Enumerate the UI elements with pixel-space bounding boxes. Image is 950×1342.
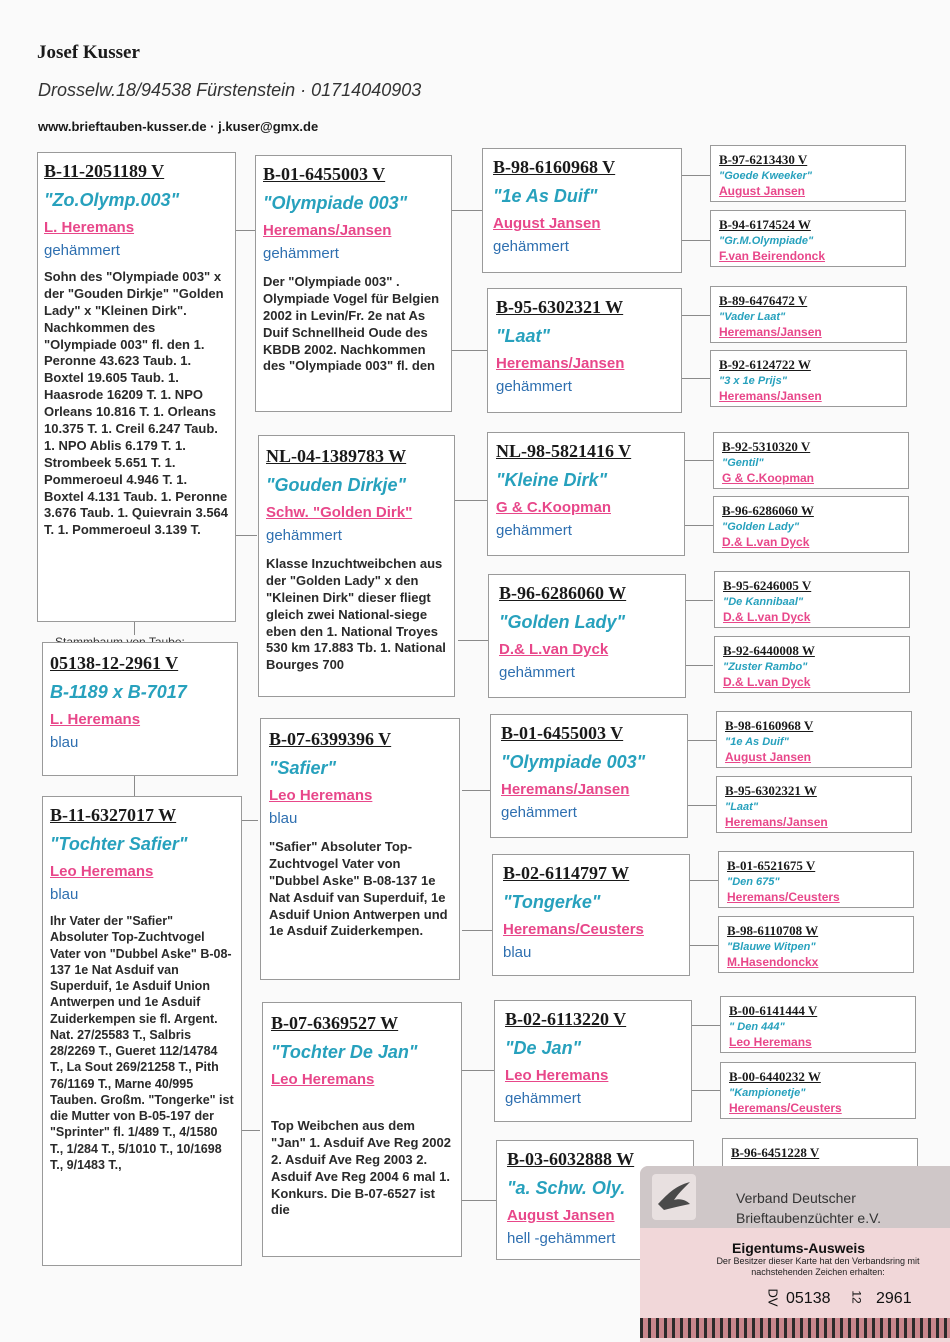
breeder: Heremans/Ceusters xyxy=(729,1101,842,1115)
breeder-address: Drosselw.18/94538 Fürstenstein · 01714040903 xyxy=(38,80,422,100)
feather-color: gehämmert xyxy=(496,378,572,395)
pigeon-name: "Zuster Rambo" xyxy=(723,661,808,673)
pigeon-name: "Vader Laat" xyxy=(719,311,786,323)
pigeon-name: "1e As Duif" xyxy=(493,186,598,206)
description: Der "Olympiade 003" . Olympiade Vogel für Belgien 2002 in Levin/Fr. 2e nat As Duif Schnellheid Oude des KBDB 2002. Nachkommen des "Olympiade 003" fl. den xyxy=(263,274,440,374)
ring-number: B-98-6160968 V xyxy=(493,157,616,177)
gen2-box-2 xyxy=(258,435,455,697)
gen4-box-13 xyxy=(720,996,916,1053)
description: Sohn des "Olympiade 003" x der "Gouden Dirkje" "Golden Lady" x "Kleinen Dirk". Nachkommen des "Olympiade 003" fl. den 1. Peronne 43.623 Taub. 1. Boxtel 19.605 Taub. 1. Haasrode 16209 T. 1. NPO Orleans 10.816 T. 1. Orleans 10.375 T. 1. Creil 6.247 Taub. 1. NPO Ablis 6.179 T. 1. Strombeek 5.651 T. 1. Pommeroeul 4.946 T. 1. Boxtel 4.131 Taub. 1. Peronne 3.676 Taub. 1. Quievrain 3.564 T. 1. Pommeroeul 3.139 T. xyxy=(44,269,229,538)
pigeon-name: "Zo.Olymp.003" xyxy=(44,190,180,210)
card-number: 05138 xyxy=(786,1290,831,1307)
breeder: Leo Heremans xyxy=(271,1071,375,1088)
dam-box xyxy=(42,796,242,1266)
breeder: D.& L.van Dyck xyxy=(499,641,609,658)
gen2-box-4 xyxy=(262,1002,462,1257)
ring-number: B-02-6114797 W xyxy=(503,863,630,883)
gen4-box-2 xyxy=(710,210,906,267)
breeder: Heremans/Jansen xyxy=(719,325,822,339)
ring-number: B-00-6141444 V xyxy=(729,1003,818,1018)
ring-number: B-07-6369527 W xyxy=(271,1013,399,1033)
ring-number: 05138-12-2961 V xyxy=(50,653,179,673)
ring-number: B-98-6160968 V xyxy=(725,718,814,733)
ring-number: B-11-6327017 W xyxy=(50,805,177,825)
pigeon-name: "Kampionetje" xyxy=(729,1087,806,1099)
feather-color: blau xyxy=(269,810,298,827)
breeder: Heremans/Jansen xyxy=(725,815,828,829)
breeder: August Jansen xyxy=(719,184,806,198)
pigeon-name: "Laat" xyxy=(496,326,551,346)
gen4-box-7 xyxy=(714,571,910,628)
feather-color: gehämmert xyxy=(44,242,120,259)
gen4-box-12 xyxy=(718,916,914,973)
gen4-box-11 xyxy=(718,851,914,908)
ring-number: B-92-5310320 V xyxy=(722,439,811,454)
gen4-box-10 xyxy=(716,776,912,833)
pigeon-name: "Golden Lady" xyxy=(722,521,800,533)
ring-number: B-98-6110708 W xyxy=(727,923,819,938)
gen3-box-5 xyxy=(490,714,688,838)
pigeon-name: "Gentil" xyxy=(722,457,764,469)
breeder: August Jansen xyxy=(493,215,601,232)
card-pattern-strip xyxy=(640,1318,950,1338)
gen4-box-3 xyxy=(710,286,907,343)
feather-color: gehämmert xyxy=(493,238,569,255)
ring-number: B-95-6302321 W xyxy=(496,297,624,317)
pigeon-name: "De Kannibaal" xyxy=(723,596,804,608)
pigeon-name: "Golden Lady" xyxy=(499,612,626,632)
ring-number: B-07-6399396 V xyxy=(269,729,392,749)
card-title: Eigentums-Ausweis xyxy=(732,1240,866,1256)
gen4-box-8 xyxy=(714,636,910,693)
card-serial: 2961 xyxy=(876,1290,912,1307)
pigeon-name: "Gr.M.Olympiade" xyxy=(719,235,814,247)
pigeon-name: "Tochter De Jan" xyxy=(271,1042,418,1062)
gen3-box-1 xyxy=(482,148,682,273)
breeder: M.Hasendonckx xyxy=(727,955,819,969)
gen3-box-6 xyxy=(492,854,690,976)
pigeon-name: "Olympiade 003" xyxy=(501,752,646,772)
breeder: D.& L.van Dyck xyxy=(723,610,811,624)
pigeon-name: "Kleine Dirk" xyxy=(496,470,608,490)
pigeon-name: "Blauwe Witpen" xyxy=(727,941,816,953)
ring-number: B-95-6246005 V xyxy=(723,578,812,593)
gen4-box-9 xyxy=(716,711,912,768)
pigeon-name: "De Jan" xyxy=(505,1038,582,1058)
gen2-box-1 xyxy=(255,155,452,412)
subject-box xyxy=(42,642,238,776)
breeder: Heremans/Ceusters xyxy=(727,890,840,904)
breeder: D.& L.van Dyck xyxy=(723,675,811,689)
pigeon-name: "a. Schw. Oly. xyxy=(507,1178,626,1198)
breeder: Leo Heremans xyxy=(505,1067,609,1084)
pigeon-name: "Goede Kweeker" xyxy=(719,170,812,182)
pigeon-name: "Safier" xyxy=(269,758,337,778)
breeder: Leo Heremans xyxy=(269,787,373,804)
ring-number: B-92-6124722 W xyxy=(719,357,811,372)
pigeon-name: "Tongerke" xyxy=(503,892,601,912)
breeder: D.& L.van Dyck xyxy=(722,535,810,549)
pigeon-logo-icon xyxy=(652,1174,696,1220)
ring-number: B-11-2051189 V xyxy=(44,161,165,181)
gen4-box-4 xyxy=(710,350,907,407)
pigeon-name: "Olympiade 003" xyxy=(263,193,408,213)
gen3-box-4 xyxy=(488,574,686,698)
ring-number: B-92-6440008 W xyxy=(723,643,815,658)
breeder: Heremans/Jansen xyxy=(496,355,625,372)
breeder: L. Heremans xyxy=(50,711,141,728)
ring-number: B-02-6113220 V xyxy=(505,1009,627,1029)
gen4-box-5 xyxy=(713,432,909,489)
description: Ihr Vater der "Safier" Absoluter Top-Zuchtvogel Vater von "Dubbel Aske" B-08-137 1e Nat Asduif van Superduif, 1e Asduif Union Antwerpen und 1e Asduif Zuiderkempen sie fl. Argent. Nat. 27/25583 T., Salbris 28/2269 T., Gueret 112/14784 T., La Sout 269/21258 T., Pith 76/1169 T., Marne 40/995 Tauben. Großm. "Tongerke" ist die Mutter von B-05-197 der "Sprinter" fl. 1/489 T., 4/1580 T., 1/284 T., 5/1010 T., 10/1698 T., 9/1483 T., xyxy=(50,914,234,1172)
feather-color: gehämmert xyxy=(505,1090,581,1107)
sire-box xyxy=(37,152,236,622)
ring-number: B-96-6286060 W xyxy=(499,583,627,603)
pigeon-name: "Den 675" xyxy=(727,876,780,888)
feather-color: gehämmert xyxy=(499,664,575,681)
description: Klasse Inzuchtweibchen aus der "Golden Lady" x den "Kleinen Dirk" dieser fliegt gleich zwei National-siege eben den 1. National Troyes 530 km 17.883 Tb. 1. National Bourges 700 xyxy=(266,556,446,673)
breeder: G & C.Koopman xyxy=(496,499,611,516)
breeder: G & C.Koopman xyxy=(722,471,814,485)
breeder: L. Heremans xyxy=(44,219,135,236)
pigeon-name: "Gouden Dirkje" xyxy=(266,475,407,495)
description: "Safier" Absoluter Top-Zuchtvogel Vater von "Dubbel Aske" B-08-137 1e Nat Asduif van Superduif, 1e Asduif Union Antwerpen und 1e Asduif Zuiderkempen. xyxy=(269,839,448,939)
breeder: Heremans/Jansen xyxy=(501,781,630,798)
card-prefix: DV xyxy=(765,1288,781,1307)
pigeon-name: B-1189 x B-7017 xyxy=(50,682,187,702)
ring-number: B-94-6174524 W xyxy=(719,217,811,232)
gen3-box-3 xyxy=(487,432,685,556)
pigeon-name: " Den 444" xyxy=(729,1021,785,1033)
ring-number: B-95-6302321 W xyxy=(725,783,817,798)
ring-number: B-96-6286060 W xyxy=(722,503,814,518)
gen4-box-1 xyxy=(710,145,906,202)
description: Top Weibchen aus dem "Jan" 1. Asduif Ave Reg 2002 2. Asduif Ave Reg 2003 2. Asduif Ave Reg 2004 6 mal 1. Konkurs. Die B-07-6527 ist die xyxy=(271,1118,451,1218)
card-year: 12 xyxy=(849,1290,864,1304)
ring-number: B-00-6440232 W xyxy=(729,1069,821,1084)
feather-color: gehämmert xyxy=(496,522,572,539)
ring-number: B-96-6451228 V xyxy=(731,1145,820,1160)
breeder: Leo Heremans xyxy=(50,863,154,880)
ring-number: B-01-6455003 V xyxy=(263,164,386,184)
pigeon-name: "3 x 1e Prijs" xyxy=(719,375,787,387)
ring-number: B-89-6476472 V xyxy=(719,293,808,308)
ring-number: B-97-6213430 V xyxy=(719,152,808,167)
ring-number: NL-04-1389783 W xyxy=(266,446,407,466)
card-org-line-2: Brieftaubenzüchter e.V. xyxy=(736,1210,882,1226)
breeder: Heremans/Jansen xyxy=(263,222,392,239)
breeder-name: Josef Kusser xyxy=(37,42,140,63)
ring-number: B-01-6521675 V xyxy=(727,858,816,873)
breeder: Heremans/Jansen xyxy=(719,389,822,403)
card-org-line-1: Verband Deutscher xyxy=(736,1190,856,1206)
ring-number: B-01-6455003 V xyxy=(501,723,624,743)
ring-number: B-03-6032888 W xyxy=(507,1149,635,1169)
feather-color: gehämmert xyxy=(266,527,342,544)
ownership-card xyxy=(640,1166,950,1342)
gen2-box-3 xyxy=(260,718,460,980)
feather-color: blau xyxy=(50,886,79,903)
breeder: August Jansen xyxy=(725,750,812,764)
card-text: Der Besitzer dieser Karte hat den Verbandsring mit nachstehenden Zeichen erhalten: xyxy=(716,1256,920,1277)
gen4-box-14 xyxy=(720,1062,916,1119)
breeder: Schw. "Golden Dirk" xyxy=(266,504,413,521)
breeder: Leo Heremans xyxy=(729,1035,812,1049)
gen3-box-2 xyxy=(487,288,682,413)
pigeon-name: "Laat" xyxy=(725,801,759,813)
gen4-box-6 xyxy=(713,496,909,553)
pigeon-name: "Tochter Safier" xyxy=(50,834,188,854)
feather-color: gehämmert xyxy=(501,804,577,821)
feather-color: hell -gehämmert xyxy=(507,1230,616,1247)
ring-number: NL-98-5821416 V xyxy=(496,441,632,461)
breeder-contact: www.brieftauben-kusser.de · j.kuser@gmx.de xyxy=(38,119,319,134)
feather-color: blau xyxy=(503,944,532,961)
breeder: F.van Beirendonck xyxy=(719,249,826,263)
pigeon-name: "1e As Duif" xyxy=(725,736,789,748)
breeder: August Jansen xyxy=(507,1207,615,1224)
feather-color: blau xyxy=(50,734,79,751)
feather-color: gehämmert xyxy=(263,245,339,262)
breeder: Heremans/Ceusters xyxy=(503,921,644,938)
gen3-box-7 xyxy=(494,1000,692,1122)
